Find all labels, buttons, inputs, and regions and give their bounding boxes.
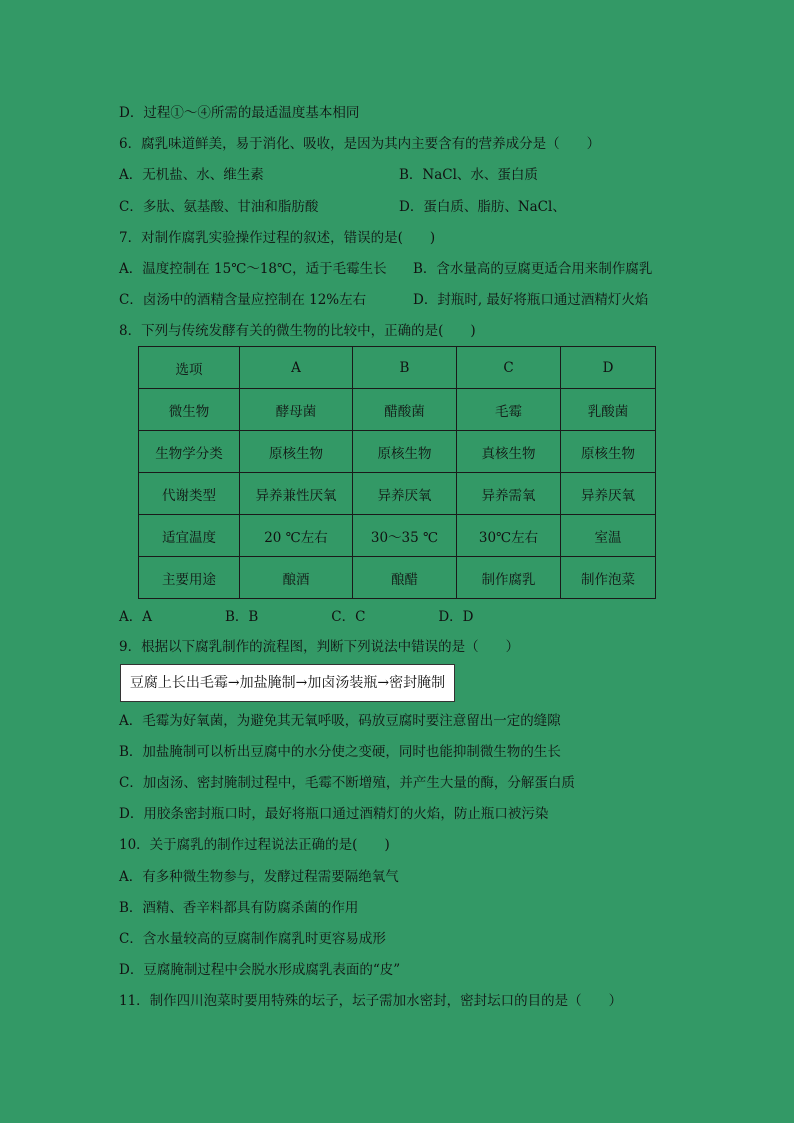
table-cell: 真核生物 — [457, 431, 561, 473]
table-cell: 20 ℃左右 — [240, 515, 353, 557]
table-row — [139, 515, 656, 557]
q10-option-b: B．酒精、香辛料都具有防腐杀菌的作用 — [119, 900, 359, 916]
table-header-cell: B — [353, 347, 457, 389]
table-header-cell: A — [240, 347, 353, 389]
q7-option-a: A．温度控制在 15℃～18℃，适于毛霉生长 — [119, 261, 387, 277]
q8-stem: 8．下列与传统发酵有关的微生物的比较中，正确的是( ) — [119, 323, 476, 339]
table-cell: 醋酸菌 — [353, 389, 457, 431]
table-cell: 微生物 — [139, 389, 240, 431]
table-row — [139, 473, 656, 515]
table-cell: 异养厌氧 — [353, 473, 457, 515]
table-cell: 适宜温度 — [139, 515, 240, 557]
q7-stem: 7．对制作腐乳实验操作过程的叙述，错误的是( ) — [119, 230, 436, 246]
q9-option-b: B．加盐腌制可以析出豆腐中的水分使之变硬，同时也能抑制微生物的生长 — [119, 744, 561, 760]
q6-option-b: B．NaCl、水、蛋白质 — [399, 167, 538, 183]
q8-options: A．A B．B C．C D．D — [119, 609, 474, 625]
table-cell: 酿醋 — [353, 557, 457, 599]
table-cell: 原核生物 — [240, 431, 353, 473]
q6-option-a: A．无机盐、水、维生素 — [119, 167, 264, 183]
q10-stem: 10．关于腐乳的制作过程说法正确的是( ) — [119, 837, 390, 853]
q10-option-d: D．豆腐腌制过程中会脱水形成腐乳表面的“皮” — [119, 962, 401, 978]
table-row — [139, 389, 656, 431]
q10-option-a: A．有多种微生物参与，发酵过程需要隔绝氧气 — [119, 869, 399, 885]
q9-stem: 9．根据以下腐乳制作的流程图，判断下列说法中错误的是（ ） — [119, 639, 520, 655]
table-cell: 制作腐乳 — [457, 557, 561, 599]
table-cell: 异养兼性厌氧 — [240, 473, 353, 515]
table-header-cell: C — [457, 347, 561, 389]
q9-option-a: A．毛霉为好氧菌，为避免其无氧呼吸，码放豆腐时要注意留出一定的缝隙 — [119, 713, 561, 729]
q10-option-c: C．含水量较高的豆腐制作腐乳时更容易成形 — [119, 931, 386, 947]
q9-option-d: D．用胶条密封瓶口时，最好将瓶口通过酒精灯的火焰，防止瓶口被污染 — [119, 806, 549, 822]
table-row — [139, 431, 656, 473]
table-cell: 主要用途 — [139, 557, 240, 599]
table-cell: 代谢类型 — [139, 473, 240, 515]
table-cell: 制作泡菜 — [561, 557, 656, 599]
flow-chart-box: 豆腐上长出毛霉→加盐腌制→加卤汤装瓶→密封腌制 — [120, 664, 455, 702]
table-header-cell: 选项 — [139, 347, 240, 389]
q7-option-d: D．封瓶时, 最好将瓶口通过酒精灯火焰 — [413, 292, 649, 308]
q9-option-c: C．加卤汤、密封腌制过程中，毛霉不断增殖，并产生大量的酶，分解蛋白质 — [119, 775, 575, 791]
table-cell: 乳酸菌 — [561, 389, 656, 431]
table-cell: 生物学分类 — [139, 431, 240, 473]
q6-option-d: D．蛋白质、脂肪、NaCl、 — [399, 199, 566, 215]
table-cell: 异养厌氧 — [561, 473, 656, 515]
table-cell: 酵母菌 — [240, 389, 353, 431]
table-cell: 原核生物 — [353, 431, 457, 473]
microbe-comparison-table — [138, 346, 656, 599]
q7-option-c: C．卤汤中的酒精含量应控制在 12%左右 — [119, 292, 367, 308]
table-header-row — [139, 347, 656, 389]
q7-option-b: B．含水量高的豆腐更适合用来制作腐乳 — [413, 261, 653, 277]
table-cell: 30℃左右 — [457, 515, 561, 557]
table-cell: 酿酒 — [240, 557, 353, 599]
table-cell: 原核生物 — [561, 431, 656, 473]
table-cell: 异养需氧 — [457, 473, 561, 515]
q6-option-c: C．多肽、氨基酸、甘油和脂肪酸 — [119, 199, 319, 215]
table-cell: 室温 — [561, 515, 656, 557]
table-header-cell: D — [561, 347, 656, 389]
table-cell: 毛霉 — [457, 389, 561, 431]
q6-stem: 6．腐乳味道鲜美，易于消化、吸收，是因为其内主要含有的营养成分是（ ） — [119, 136, 601, 152]
table-cell: 30～35 ℃ — [353, 515, 457, 557]
q5-option-d: D．过程①～④所需的最适温度基本相同 — [119, 105, 360, 121]
table-row — [139, 557, 656, 599]
q11-stem: 11．制作四川泡菜时要用特殊的坛子，坛子需加水密封，密封坛口的目的是（ ） — [119, 993, 623, 1009]
